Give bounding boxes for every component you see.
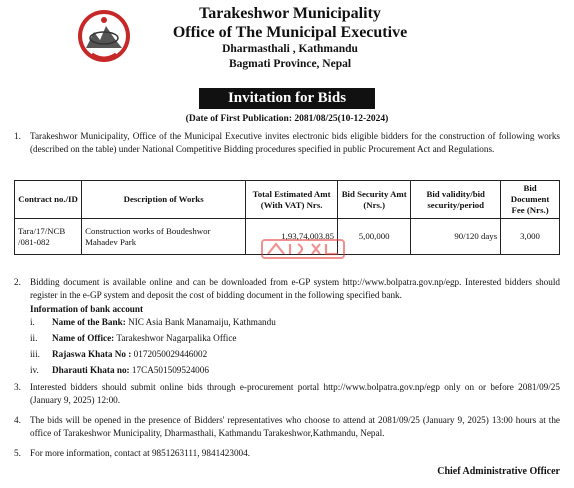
table-header-cell: Total Estimated Amt (With VAT) Nrs. bbox=[246, 181, 338, 219]
table-header-cell: Contract no./ID bbox=[15, 181, 82, 219]
publication-date: (Date of First Publication: 2081/08/25(10-12-2024) bbox=[185, 114, 389, 124]
bank-item bbox=[52, 364, 209, 377]
bank-item-label: Name of the Bank: bbox=[52, 317, 126, 327]
bank-item-number: i. bbox=[30, 317, 35, 327]
item-4-text: The bids will be opened in the presence of Bidders' representatives who choose to attend at 2081/09/25 (January 9, 2025) 13:00 hours at the office of Tarakeshwor Municipality, Dharmasthali, Kathmandu Tarakeshwor,Kathmandu, Nepal. bbox=[30, 415, 560, 438]
signatory-title: Chief Administrative Officer bbox=[437, 466, 560, 477]
item-2-number: 2. bbox=[14, 277, 21, 287]
table-header-cell: Bid Security Amt (Nrs.) bbox=[338, 181, 411, 219]
notice-title: Invitation for Bids bbox=[199, 88, 375, 109]
bank-item-value: 0172050029446002 bbox=[131, 349, 208, 359]
table-header-row bbox=[15, 181, 560, 219]
document-fee-cell: 3,000 bbox=[501, 219, 560, 255]
table-header-cell: Bid validity/bid security/period bbox=[411, 181, 501, 219]
item-4-number: 4. bbox=[14, 415, 21, 425]
office-location: Dharmasthali , Kathmandu bbox=[222, 43, 358, 55]
bank-item-number: iii. bbox=[30, 349, 40, 359]
contract-id-cell: Tara/17/NCB /081-082 bbox=[15, 219, 82, 255]
bank-item-number: iv. bbox=[30, 365, 39, 375]
item-3-number: 3. bbox=[14, 382, 21, 392]
item-3-text: Interested bidders should submit online bids through e-procurement portal http://www.bolpatra.gov.np/egp only on or before 2081/09/25 (January 9, 2025) 12:00. bbox=[30, 382, 560, 405]
description-cell: Construction works of Boudeshwor Mahadev Park bbox=[82, 219, 246, 255]
bank-info-heading: Information of bank account bbox=[30, 304, 144, 314]
item-1-number: 1. bbox=[14, 131, 21, 141]
bank-item-value: Tarakeshwor Nagarpalika Office bbox=[114, 333, 237, 343]
bank-item-value: NIC Asia Bank Manamaiju, Kathmandu bbox=[125, 317, 276, 327]
bank-item-label: Dharauti Khata no: bbox=[52, 365, 130, 375]
bank-item-label: Rajaswa Khata No : bbox=[52, 349, 132, 359]
estimated-amount-cell: 1,93,74,003.85 bbox=[246, 219, 338, 255]
bank-item-value: 17CA501509524006 bbox=[129, 365, 209, 375]
bank-item bbox=[52, 348, 207, 361]
item-5-number: 5. bbox=[14, 448, 21, 458]
office-province: Bagmati Province, Nepal bbox=[228, 58, 352, 70]
bid-validity-cell: 90/120 days bbox=[411, 219, 501, 255]
table-header-cell: Description of Works bbox=[82, 181, 246, 219]
bank-item-number: ii. bbox=[30, 333, 38, 343]
item-5-text: For more information, contact at 9851263111, 9841423004. bbox=[30, 448, 251, 458]
item-1-text: Tarakeshwor Municipality, Office of the Municipal Executive invites electronic bids eligible bidders for the construction of following works (described on the table) under National Competitive Bidding procedures specified in public Procurement Act and Regulations. bbox=[30, 131, 560, 154]
table-header-cell: Bid Document Fee (Nrs.) bbox=[501, 181, 560, 219]
newspaper-watermark-logo bbox=[260, 236, 346, 262]
bank-item bbox=[52, 332, 236, 345]
letterhead bbox=[140, 4, 440, 72]
bid-security-cell: 5,00,000 bbox=[338, 219, 411, 255]
bank-item bbox=[52, 316, 276, 329]
municipality-name: Tarakeshwor Municipality bbox=[199, 5, 381, 22]
nepal-government-emblem-logo bbox=[72, 8, 136, 66]
item-2-text: Bidding document is available online and can be downloaded from e-GP system http://www.bolpatra.gov.np/egp. Interested bidders should register in the e-GP system and deposit the cost of bidding document in the following specified bank. bbox=[30, 277, 560, 300]
bank-item-label: Name of Office: bbox=[52, 333, 115, 343]
office-name: Office of The Municipal Executive bbox=[172, 24, 408, 41]
